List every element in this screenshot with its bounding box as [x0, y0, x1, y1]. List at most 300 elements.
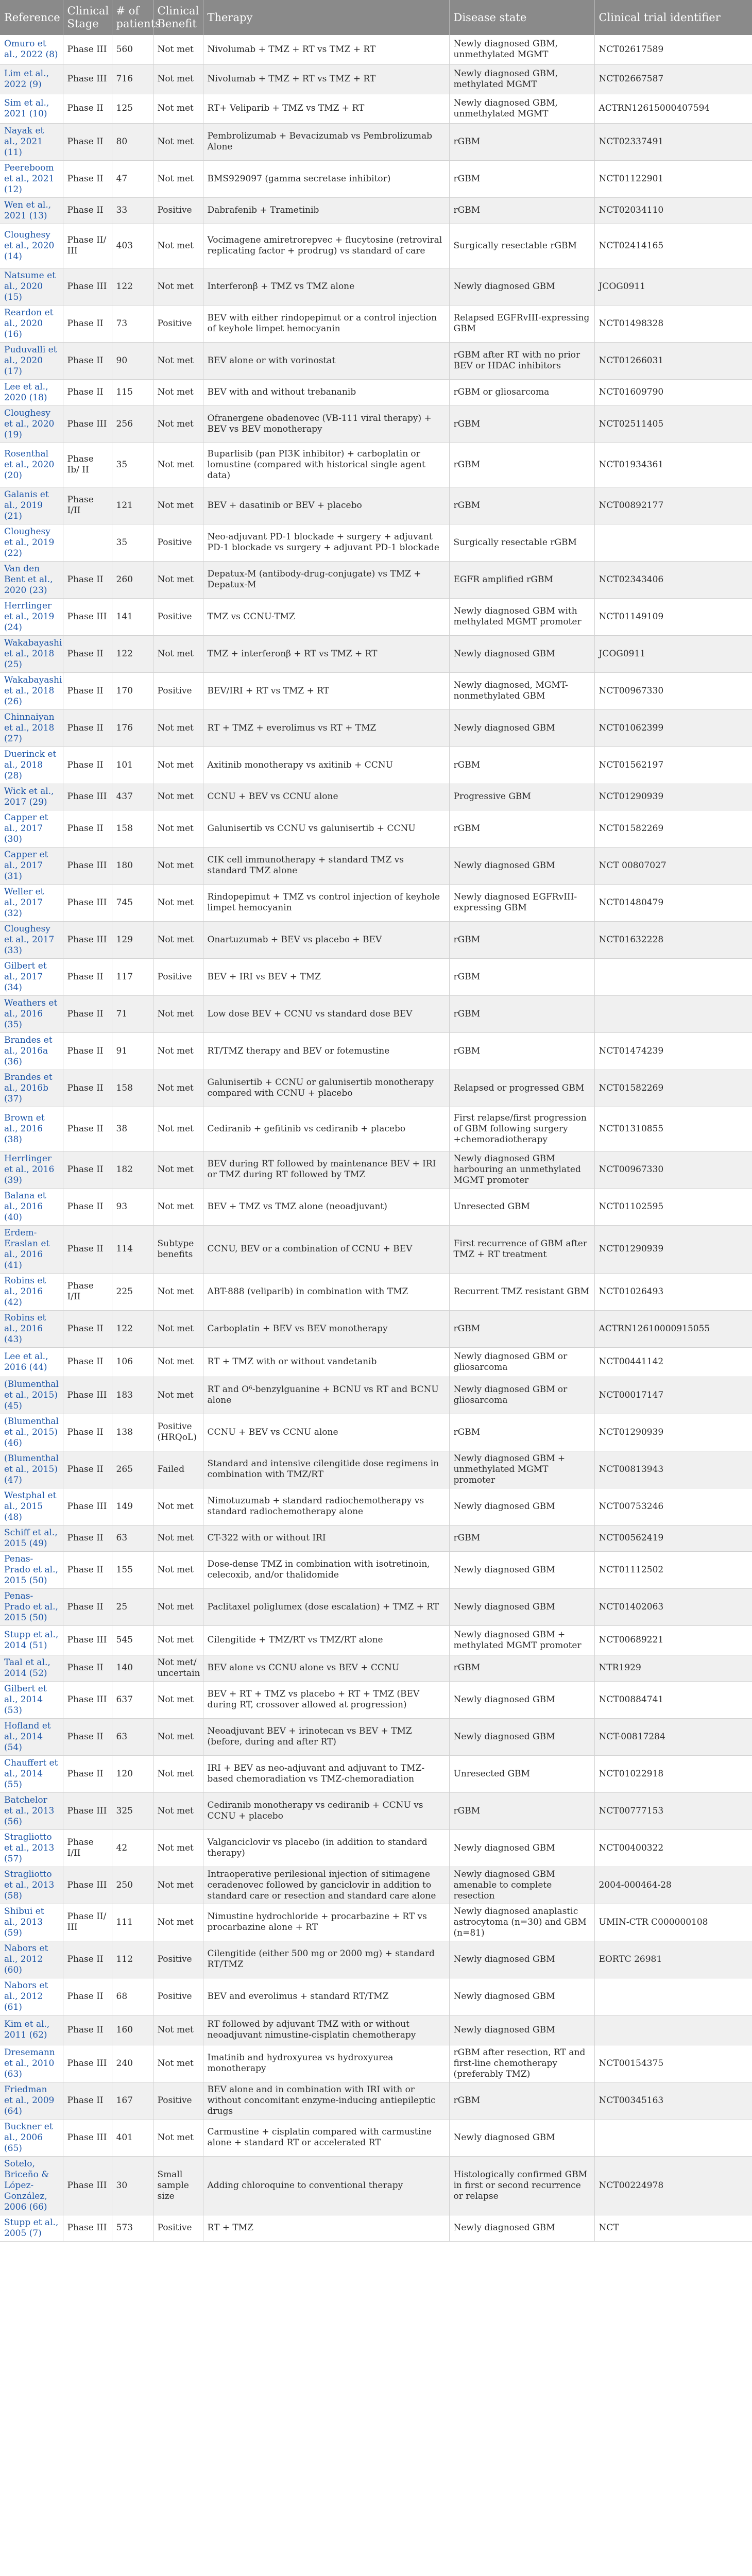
therapy-cell: IRI + BEV as neo-adjuvant and adjuvant to TMZ-based chemoradiation vs TMZ-chemoradiation: [203, 1755, 449, 1792]
clinical-stage-cell: Phase III: [63, 847, 112, 884]
patients-cell: 68: [112, 1978, 153, 2015]
trial-identifier-cell: NCT01609790: [594, 379, 752, 405]
disease-state-cell: Newly diagnosed GBM: [449, 847, 594, 884]
trial-identifier-cell: [594, 2119, 752, 2156]
reference-cell: Sim et al., 2021 (10): [0, 94, 63, 123]
patients-cell: 403: [112, 224, 153, 268]
clinical-benefit-cell: Not met: [153, 1107, 203, 1151]
table-row: [0, 443, 752, 487]
patients-cell: 35: [112, 443, 153, 487]
trial-identifier-cell: NCT00892177: [594, 487, 752, 524]
clinical-stage-cell: Phase III: [63, 35, 112, 64]
reference-cell: Brandes et al., 2016a (36): [0, 1032, 63, 1070]
patients-cell: 637: [112, 1681, 153, 1718]
disease-state-cell: Newly diagnosed GBM or gliosarcoma: [449, 1377, 594, 1414]
therapy-cell: RT + TMZ + everolimus vs RT + TMZ: [203, 709, 449, 747]
trial-identifier-cell: NCT00441142: [594, 1347, 752, 1377]
clinical-benefit-cell: Not met: [153, 995, 203, 1032]
clinical-stage-cell: Phase II/ III: [63, 1904, 112, 1941]
therapy-cell: Nivolumab + TMZ + RT vs TMZ + RT: [203, 64, 449, 94]
reference-cell: Wen et al., 2021 (13): [0, 197, 63, 224]
disease-state-cell: Newly diagnosed GBM: [449, 1588, 594, 1625]
trial-identifier-cell: NTR1929: [594, 1655, 752, 1681]
patients-cell: 149: [112, 1488, 153, 1525]
therapy-cell: BEV alone and in combination with IRI with or without concomitant enzyme-inducing antiepileptic drugs: [203, 2082, 449, 2119]
therapy-cell: Carboplatin + BEV vs BEV monotherapy: [203, 1310, 449, 1347]
disease-state-cell: Newly diagnosed GBM: [449, 1829, 594, 1867]
clinical-stage-cell: Phase II: [63, 2015, 112, 2045]
trial-identifier-cell: NCT00345163: [594, 2082, 752, 2119]
patients-cell: 176: [112, 709, 153, 747]
table-row: [0, 672, 752, 709]
clinical-stage-cell: Phase III: [63, 64, 112, 94]
trial-identifier-cell: NCT01632228: [594, 921, 752, 958]
table-row: [0, 1347, 752, 1377]
patients-cell: 129: [112, 921, 153, 958]
reference-cell: Van den Bent et al., 2020 (23): [0, 561, 63, 598]
reference-cell: Brown et al., 2016 (38): [0, 1107, 63, 1151]
clinical-benefit-cell: Positive: [153, 1941, 203, 1978]
reference-cell: Chinnaiyan et al., 2018 (27): [0, 709, 63, 747]
table-row: [0, 1225, 752, 1273]
reference-cell: Stragliotto et al., 2013 (57): [0, 1829, 63, 1867]
reference-cell: Cloughesy et al., 2019 (22): [0, 524, 63, 561]
disease-state-cell: Newly diagnosed GBM, unmethylated MGMT: [449, 94, 594, 123]
table-row: [0, 197, 752, 224]
therapy-header: Therapy: [203, 0, 449, 35]
trial-identifier-cell: NCT01290939: [594, 784, 752, 810]
therapy-cell: RT and O⁶-benzylguanine + BCNU vs RT and BCNU alone: [203, 1377, 449, 1414]
therapy-cell: BEV alone vs CCNU alone vs BEV + CCNU: [203, 1655, 449, 1681]
table-row: [0, 1188, 752, 1225]
trial-identifier-cell: ACTRN12610000915055: [594, 1310, 752, 1347]
reference-cell: Chauffert et al., 2014 (55): [0, 1755, 63, 1792]
clinical-stage-cell: Phase II: [63, 197, 112, 224]
trial-identifier-cell: NCT00967330: [594, 672, 752, 709]
disease-state-header: Disease state: [449, 0, 594, 35]
patients-cell: 250: [112, 1867, 153, 1904]
disease-state-cell: rGBM: [449, 1310, 594, 1347]
therapy-cell: Dabrafenib + Trametinib: [203, 197, 449, 224]
clinical-stage-cell: Phase II: [63, 1107, 112, 1151]
trial-identifier-cell: NCT00689221: [594, 1625, 752, 1655]
reference-cell: Lee et al., 2016 (44): [0, 1347, 63, 1377]
reference-cell: Friedman et al., 2009 (64): [0, 2082, 63, 2119]
disease-state-cell: Newly diagnosed GBM: [449, 709, 594, 747]
patients-cell: 573: [112, 2215, 153, 2241]
trial-identifier-header: Clinical trial identifier: [594, 0, 752, 35]
table-row: [0, 2082, 752, 2119]
clinical-benefit-cell: Not met: [153, 561, 203, 598]
clinical-stage-cell: Phase II: [63, 342, 112, 379]
clinical-benefit-cell: Not met: [153, 1718, 203, 1755]
table-row: [0, 1377, 752, 1414]
clinical-stage-cell: Phase II: [63, 1347, 112, 1377]
clinical-stage-cell: Phase II: [63, 1032, 112, 1070]
trial-identifier-cell: NCT01582269: [594, 810, 752, 847]
trial-identifier-cell: NCT01149109: [594, 598, 752, 635]
reference-cell: Nayak et al., 2021 (11): [0, 123, 63, 160]
disease-state-cell: Newly diagnosed EGFRvIII-expressing GBM: [449, 884, 594, 921]
disease-state-cell: rGBM: [449, 1525, 594, 1551]
patients-cell: 42: [112, 1829, 153, 1867]
table-row: [0, 2215, 752, 2241]
reference-cell: Rosenthal et al., 2020 (20): [0, 443, 63, 487]
clinical-stage-cell: Phase II: [63, 1525, 112, 1551]
table-row: [0, 405, 752, 443]
trial-identifier-cell: NCT01402063: [594, 1588, 752, 1625]
table-row: [0, 35, 752, 64]
patients-cell: 73: [112, 305, 153, 342]
disease-state-cell: Newly diagnosed GBM + unmethylated MGMT promoter: [449, 1451, 594, 1488]
clinical-stage-cell: Phase II: [63, 1941, 112, 1978]
clinical-stage-cell: Phase III: [63, 1488, 112, 1525]
table-header: [0, 0, 752, 35]
disease-state-cell: Relapsed or progressed GBM: [449, 1070, 594, 1107]
clinical-benefit-cell: Positive: [153, 672, 203, 709]
clinical-stage-cell: Phase II: [63, 1225, 112, 1273]
table-row: [0, 224, 752, 268]
clinical-stage-cell: Phase Ib/ II: [63, 443, 112, 487]
clinical-benefit-cell: Not met: [153, 268, 203, 305]
clinical-benefit-cell: Positive: [153, 305, 203, 342]
therapy-cell: RT followed by adjuvant TMZ with or without neoadjuvant nimustine-cisplatin chemotherapy: [203, 2015, 449, 2045]
clinical-stage-cell: Phase II: [63, 1310, 112, 1347]
table-row: [0, 160, 752, 197]
disease-state-cell: Unresected GBM: [449, 1188, 594, 1225]
patients-cell: 401: [112, 2119, 153, 2156]
table-row: [0, 1655, 752, 1681]
trial-identifier-cell: NCT02034110: [594, 197, 752, 224]
patients-cell: 101: [112, 747, 153, 784]
table-row: [0, 958, 752, 995]
therapy-cell: Intraoperative perilesional injection of sitimagene ceradenovec followed by ganciclovir in addition to standard care or resection and standard care alone: [203, 1867, 449, 1904]
clinical-stage-cell: Phase II: [63, 1451, 112, 1488]
clinical-benefit-cell: Not met: [153, 405, 203, 443]
therapy-cell: BEV + RT + TMZ vs placebo + RT + TMZ (BEV during RT, crossover allowed at progression): [203, 1681, 449, 1718]
trial-identifier-cell: NCT00224978: [594, 2156, 752, 2215]
patients-cell: 122: [112, 1310, 153, 1347]
patients-cell: 158: [112, 810, 153, 847]
clinical-benefit-cell: Not met: [153, 847, 203, 884]
patients-cell: 158: [112, 1070, 153, 1107]
reference-cell: Cloughesy et al., 2020 (14): [0, 224, 63, 268]
disease-state-cell: rGBM: [449, 921, 594, 958]
disease-state-cell: Progressive GBM: [449, 784, 594, 810]
therapy-cell: RT+ Veliparib + TMZ vs TMZ + RT: [203, 94, 449, 123]
therapy-cell: Galunisertib + CCNU or galunisertib monotherapy compared with CCNU + placebo: [203, 1070, 449, 1107]
trial-identifier-cell: NCT02617589: [594, 35, 752, 64]
disease-state-cell: rGBM: [449, 2082, 594, 2119]
clinical-stage-cell: Phase I/II: [63, 487, 112, 524]
trial-identifier-cell: NCT00777153: [594, 1792, 752, 1829]
reference-cell: Herrlinger et al., 2016 (39): [0, 1151, 63, 1188]
reference-cell: Batchelor et al., 2013 (56): [0, 1792, 63, 1829]
clinical-benefit-cell: Not met: [153, 1377, 203, 1414]
trial-identifier-cell: NCT01290939: [594, 1225, 752, 1273]
disease-state-cell: Surgically resectable rGBM: [449, 224, 594, 268]
therapy-cell: ABT-888 (veliparib) in combination with TMZ: [203, 1273, 449, 1310]
reference-cell: Brandes et al., 2016b (37): [0, 1070, 63, 1107]
reference-cell: Stragliotto et al., 2013 (58): [0, 1867, 63, 1904]
trial-identifier-cell: NCT01102595: [594, 1188, 752, 1225]
reference-cell: Puduvalli et al., 2020 (17): [0, 342, 63, 379]
clinical-benefit-cell: Positive (HRQoL): [153, 1414, 203, 1451]
disease-state-cell: Newly diagnosed GBM or gliosarcoma: [449, 1347, 594, 1377]
patients-cell: 183: [112, 1377, 153, 1414]
disease-state-cell: rGBM: [449, 747, 594, 784]
therapy-cell: Nimustine hydrochloride + procarbazine + RT vs procarbazine alone + RT: [203, 1904, 449, 1941]
reference-cell: (Blumenthal et al., 2015) (47): [0, 1451, 63, 1488]
table-row: [0, 2156, 752, 2215]
patients-cell: 265: [112, 1451, 153, 1488]
patients-cell: 120: [112, 1755, 153, 1792]
clinical-benefit-cell: Failed: [153, 1451, 203, 1488]
reference-cell: Penas-Prado et al., 2015 (50): [0, 1551, 63, 1588]
reference-cell: Capper et al., 2017 (31): [0, 847, 63, 884]
header-row: [0, 0, 752, 35]
clinical-stage-cell: Phase III: [63, 1681, 112, 1718]
therapy-cell: BEV/IRI + RT vs TMZ + RT: [203, 672, 449, 709]
table-row: [0, 784, 752, 810]
trial-identifier-cell: NCT02511405: [594, 405, 752, 443]
disease-state-cell: rGBM: [449, 1032, 594, 1070]
therapy-cell: BEV with and without trebananib: [203, 379, 449, 405]
disease-state-cell: rGBM after RT with no prior BEV or HDAC inhibitors: [449, 342, 594, 379]
patients-cell: 80: [112, 123, 153, 160]
table-row: [0, 2119, 752, 2156]
disease-state-cell: Newly diagnosed, MGMT-nonmethylated GBM: [449, 672, 594, 709]
therapy-cell: Depatux-M (antibody-drug-conjugate) vs TMZ + Depatux-M: [203, 561, 449, 598]
patients-cell: 545: [112, 1625, 153, 1655]
reference-cell: Capper et al., 2017 (30): [0, 810, 63, 847]
therapy-cell: BEV + IRI vs BEV + TMZ: [203, 958, 449, 995]
disease-state-cell: Relapsed EGFRvIII-expressing GBM: [449, 305, 594, 342]
trial-identifier-cell: [594, 2015, 752, 2045]
disease-state-cell: rGBM after resection, RT and first-line chemotherapy (preferably TMZ): [449, 2045, 594, 2082]
reference-cell: Westphal et al., 2015 (48): [0, 1488, 63, 1525]
clinical-stage-cell: Phase II: [63, 1978, 112, 2015]
clinical-benefit-cell: Not met: [153, 1525, 203, 1551]
table-row: [0, 747, 752, 784]
clinical-stage-cell: Phase II: [63, 123, 112, 160]
trial-identifier-cell: NCT01112502: [594, 1551, 752, 1588]
clinical-stage-cell: Phase II: [63, 635, 112, 672]
table-row: [0, 1681, 752, 1718]
clinical-benefit-cell: Not met: [153, 94, 203, 123]
clinical-stage-cell: [63, 524, 112, 561]
clinical-benefit-cell: Not met: [153, 2045, 203, 2082]
trial-identifier-cell: [594, 958, 752, 995]
table-row: [0, 709, 752, 747]
clinical-benefit-cell: Not met: [153, 747, 203, 784]
clinical-stage-cell: Phase III: [63, 2045, 112, 2082]
therapy-cell: Adding chloroquine to conventional therapy: [203, 2156, 449, 2215]
therapy-cell: CIK cell immunotherapy + standard TMZ vs standard TMZ alone: [203, 847, 449, 884]
trial-identifier-cell: NCT01266031: [594, 342, 752, 379]
patients-cell: 47: [112, 160, 153, 197]
table-row: [0, 268, 752, 305]
reference-cell: Herrlinger et al., 2019 (24): [0, 598, 63, 635]
disease-state-cell: Surgically resectable rGBM: [449, 524, 594, 561]
reference-cell: Duerinck et al., 2018 (28): [0, 747, 63, 784]
clinical-benefit-cell: Small sample size: [153, 2156, 203, 2215]
disease-state-cell: Newly diagnosed GBM with methylated MGMT promoter: [449, 598, 594, 635]
clinical-stage-cell: Phase II: [63, 1151, 112, 1188]
therapy-cell: Carmustine + cisplatin compared with carmustine alone + standard RT or accelerated RT: [203, 2119, 449, 2156]
clinical-stage-cell: Phase II: [63, 94, 112, 123]
clinical-benefit-cell: Not met: [153, 921, 203, 958]
therapy-cell: Valganciclovir vs placebo (in addition to standard therapy): [203, 1829, 449, 1867]
trial-identifier-cell: NCT01026493: [594, 1273, 752, 1310]
table-row: [0, 487, 752, 524]
reference-cell: Lee et al., 2020 (18): [0, 379, 63, 405]
clinical-stage-cell: Phase II: [63, 747, 112, 784]
therapy-cell: Paclitaxel poliglumex (dose escalation) + TMZ + RT: [203, 1588, 449, 1625]
trial-identifier-cell: [594, 1978, 752, 2015]
therapy-cell: BEV and everolimus + standard RT/TMZ: [203, 1978, 449, 2015]
patients-cell: 260: [112, 561, 153, 598]
trial-identifier-cell: ACTRN12615000407594: [594, 94, 752, 123]
table-row: [0, 2045, 752, 2082]
patients-header: # of patients: [112, 0, 153, 35]
therapy-cell: Neoadjuvant BEV + irinotecan vs BEV + TMZ (before, during and after RT): [203, 1718, 449, 1755]
disease-state-cell: Newly diagnosed GBM: [449, 2119, 594, 2156]
disease-state-cell: Newly diagnosed GBM: [449, 1941, 594, 1978]
clinical-stage-cell: Phase III: [63, 2156, 112, 2215]
therapy-cell: Vocimagene amiretrorepvec + flucytosine (retroviral replicating factor + prodrug) vs standard of care: [203, 224, 449, 268]
patients-cell: 121: [112, 487, 153, 524]
patients-cell: 91: [112, 1032, 153, 1070]
reference-cell: Lim et al., 2022 (9): [0, 64, 63, 94]
table-body: [0, 35, 752, 2241]
reference-cell: Wakabayashi et al., 2018 (26): [0, 672, 63, 709]
clinical-benefit-header: Clinical Benefit: [153, 0, 203, 35]
trial-identifier-cell: NCT02667587: [594, 64, 752, 94]
therapy-cell: RT + TMZ: [203, 2215, 449, 2241]
clinical-stage-cell: Phase III: [63, 405, 112, 443]
clinical-benefit-cell: Not met: [153, 1588, 203, 1625]
reference-cell: Buckner et al., 2006 (65): [0, 2119, 63, 2156]
clinical-benefit-cell: Not met/ uncertain: [153, 1655, 203, 1681]
patients-cell: 160: [112, 2015, 153, 2045]
disease-state-cell: Histologically confirmed GBM in first or second recurrence or relapse: [449, 2156, 594, 2215]
clinical-benefit-cell: Positive: [153, 2082, 203, 2119]
table-row: [0, 1718, 752, 1755]
clinical-benefit-cell: Not met: [153, 1904, 203, 1941]
patients-cell: 93: [112, 1188, 153, 1225]
clinical-stage-cell: Phase II: [63, 1718, 112, 1755]
trial-identifier-cell: NCT01480479: [594, 884, 752, 921]
table-row: [0, 1941, 752, 1978]
table-row: [0, 305, 752, 342]
clinical-stage-cell: Phase III: [63, 1867, 112, 1904]
reference-cell: Nabors et al., 2012 (61): [0, 1978, 63, 2015]
clinical-stage-cell: Phase III: [63, 268, 112, 305]
reference-cell: Wakabayashi et al., 2018 (25): [0, 635, 63, 672]
disease-state-cell: Newly diagnosed GBM: [449, 268, 594, 305]
table-row: [0, 524, 752, 561]
clinical-stage-cell: Phase III: [63, 1377, 112, 1414]
clinical-benefit-cell: Not met: [153, 1188, 203, 1225]
patients-cell: 30: [112, 2156, 153, 2215]
table-row: [0, 1032, 752, 1070]
patients-cell: 225: [112, 1273, 153, 1310]
disease-state-cell: Newly diagnosed GBM + methylated MGMT promoter: [449, 1625, 594, 1655]
clinical-benefit-cell: Subtype benefits: [153, 1225, 203, 1273]
patients-cell: 38: [112, 1107, 153, 1151]
therapy-cell: BEV with either rindopepimut or a control injection of keyhole limpet hemocyanin: [203, 305, 449, 342]
patients-cell: 122: [112, 635, 153, 672]
clinical-stage-cell: Phase III: [63, 921, 112, 958]
patients-cell: 182: [112, 1151, 153, 1188]
clinical-stage-cell: Phase III: [63, 598, 112, 635]
reference-cell: Dresemann et al., 2010 (63): [0, 2045, 63, 2082]
disease-state-cell: Newly diagnosed GBM amenable to complete resection: [449, 1867, 594, 1904]
reference-cell: Galanis et al., 2019 (21): [0, 487, 63, 524]
clinical-benefit-cell: Not met: [153, 379, 203, 405]
trial-identifier-cell: NCT 00807027: [594, 847, 752, 884]
trial-identifier-cell: EORTC 26981: [594, 1941, 752, 1978]
trial-identifier-cell: NCT00753246: [594, 1488, 752, 1525]
table-row: [0, 1755, 752, 1792]
trial-identifier-cell: NCT00400322: [594, 1829, 752, 1867]
patients-cell: 745: [112, 884, 153, 921]
patients-cell: 33: [112, 197, 153, 224]
patients-cell: 106: [112, 1347, 153, 1377]
therapy-cell: BEV + dasatinib or BEV + placebo: [203, 487, 449, 524]
therapy-cell: TMZ + interferonβ + RT vs TMZ + RT: [203, 635, 449, 672]
reference-cell: Weathers et al., 2016 (35): [0, 995, 63, 1032]
disease-state-cell: Newly diagnosed GBM: [449, 1718, 594, 1755]
disease-state-cell: rGBM: [449, 995, 594, 1032]
clinical-stage-cell: Phase II: [63, 995, 112, 1032]
trial-identifier-cell: NCT01122901: [594, 160, 752, 197]
therapy-cell: Imatinib and hydroxyurea vs hydroxyurea monotherapy: [203, 2045, 449, 2082]
trial-identifier-cell: UMIN-CTR C000000108: [594, 1904, 752, 1941]
clinical-benefit-cell: Not met: [153, 35, 203, 64]
trial-identifier-cell: NCT00967330: [594, 1151, 752, 1188]
disease-state-cell: rGBM: [449, 405, 594, 443]
clinical-stage-cell: Phase II: [63, 379, 112, 405]
reference-cell: Cloughesy et al., 2020 (19): [0, 405, 63, 443]
reference-cell: Schiff et al., 2015 (49): [0, 1525, 63, 1551]
clinical-stage-cell: Phase II/ III: [63, 224, 112, 268]
reference-header: Reference: [0, 0, 63, 35]
patients-cell: 63: [112, 1718, 153, 1755]
clinical-stage-cell: Phase II: [63, 1755, 112, 1792]
disease-state-cell: Newly diagnosed GBM: [449, 1551, 594, 1588]
disease-state-cell: Newly diagnosed GBM: [449, 2215, 594, 2241]
clinical-stage-cell: Phase II: [63, 709, 112, 747]
table-row: [0, 635, 752, 672]
reference-cell: (Blumenthal et al., 2015) (46): [0, 1414, 63, 1451]
table-row: [0, 847, 752, 884]
therapy-cell: Nimotuzumab + standard radiochemotherapy vs standard radiochemotherapy alone: [203, 1488, 449, 1525]
table-row: [0, 1867, 752, 1904]
reference-cell: Stupp et al., 2005 (7): [0, 2215, 63, 2241]
table-row: [0, 94, 752, 123]
clinical-benefit-cell: Not met: [153, 2119, 203, 2156]
reference-cell: Natsume et al., 2020 (15): [0, 268, 63, 305]
patients-cell: 125: [112, 94, 153, 123]
clinical-benefit-cell: Not met: [153, 342, 203, 379]
reference-cell: Robins et al., 2016 (43): [0, 1310, 63, 1347]
patients-cell: 115: [112, 379, 153, 405]
trial-identifier-cell: 2004-000464-28: [594, 1867, 752, 1904]
patients-cell: 111: [112, 1904, 153, 1941]
patients-cell: 170: [112, 672, 153, 709]
